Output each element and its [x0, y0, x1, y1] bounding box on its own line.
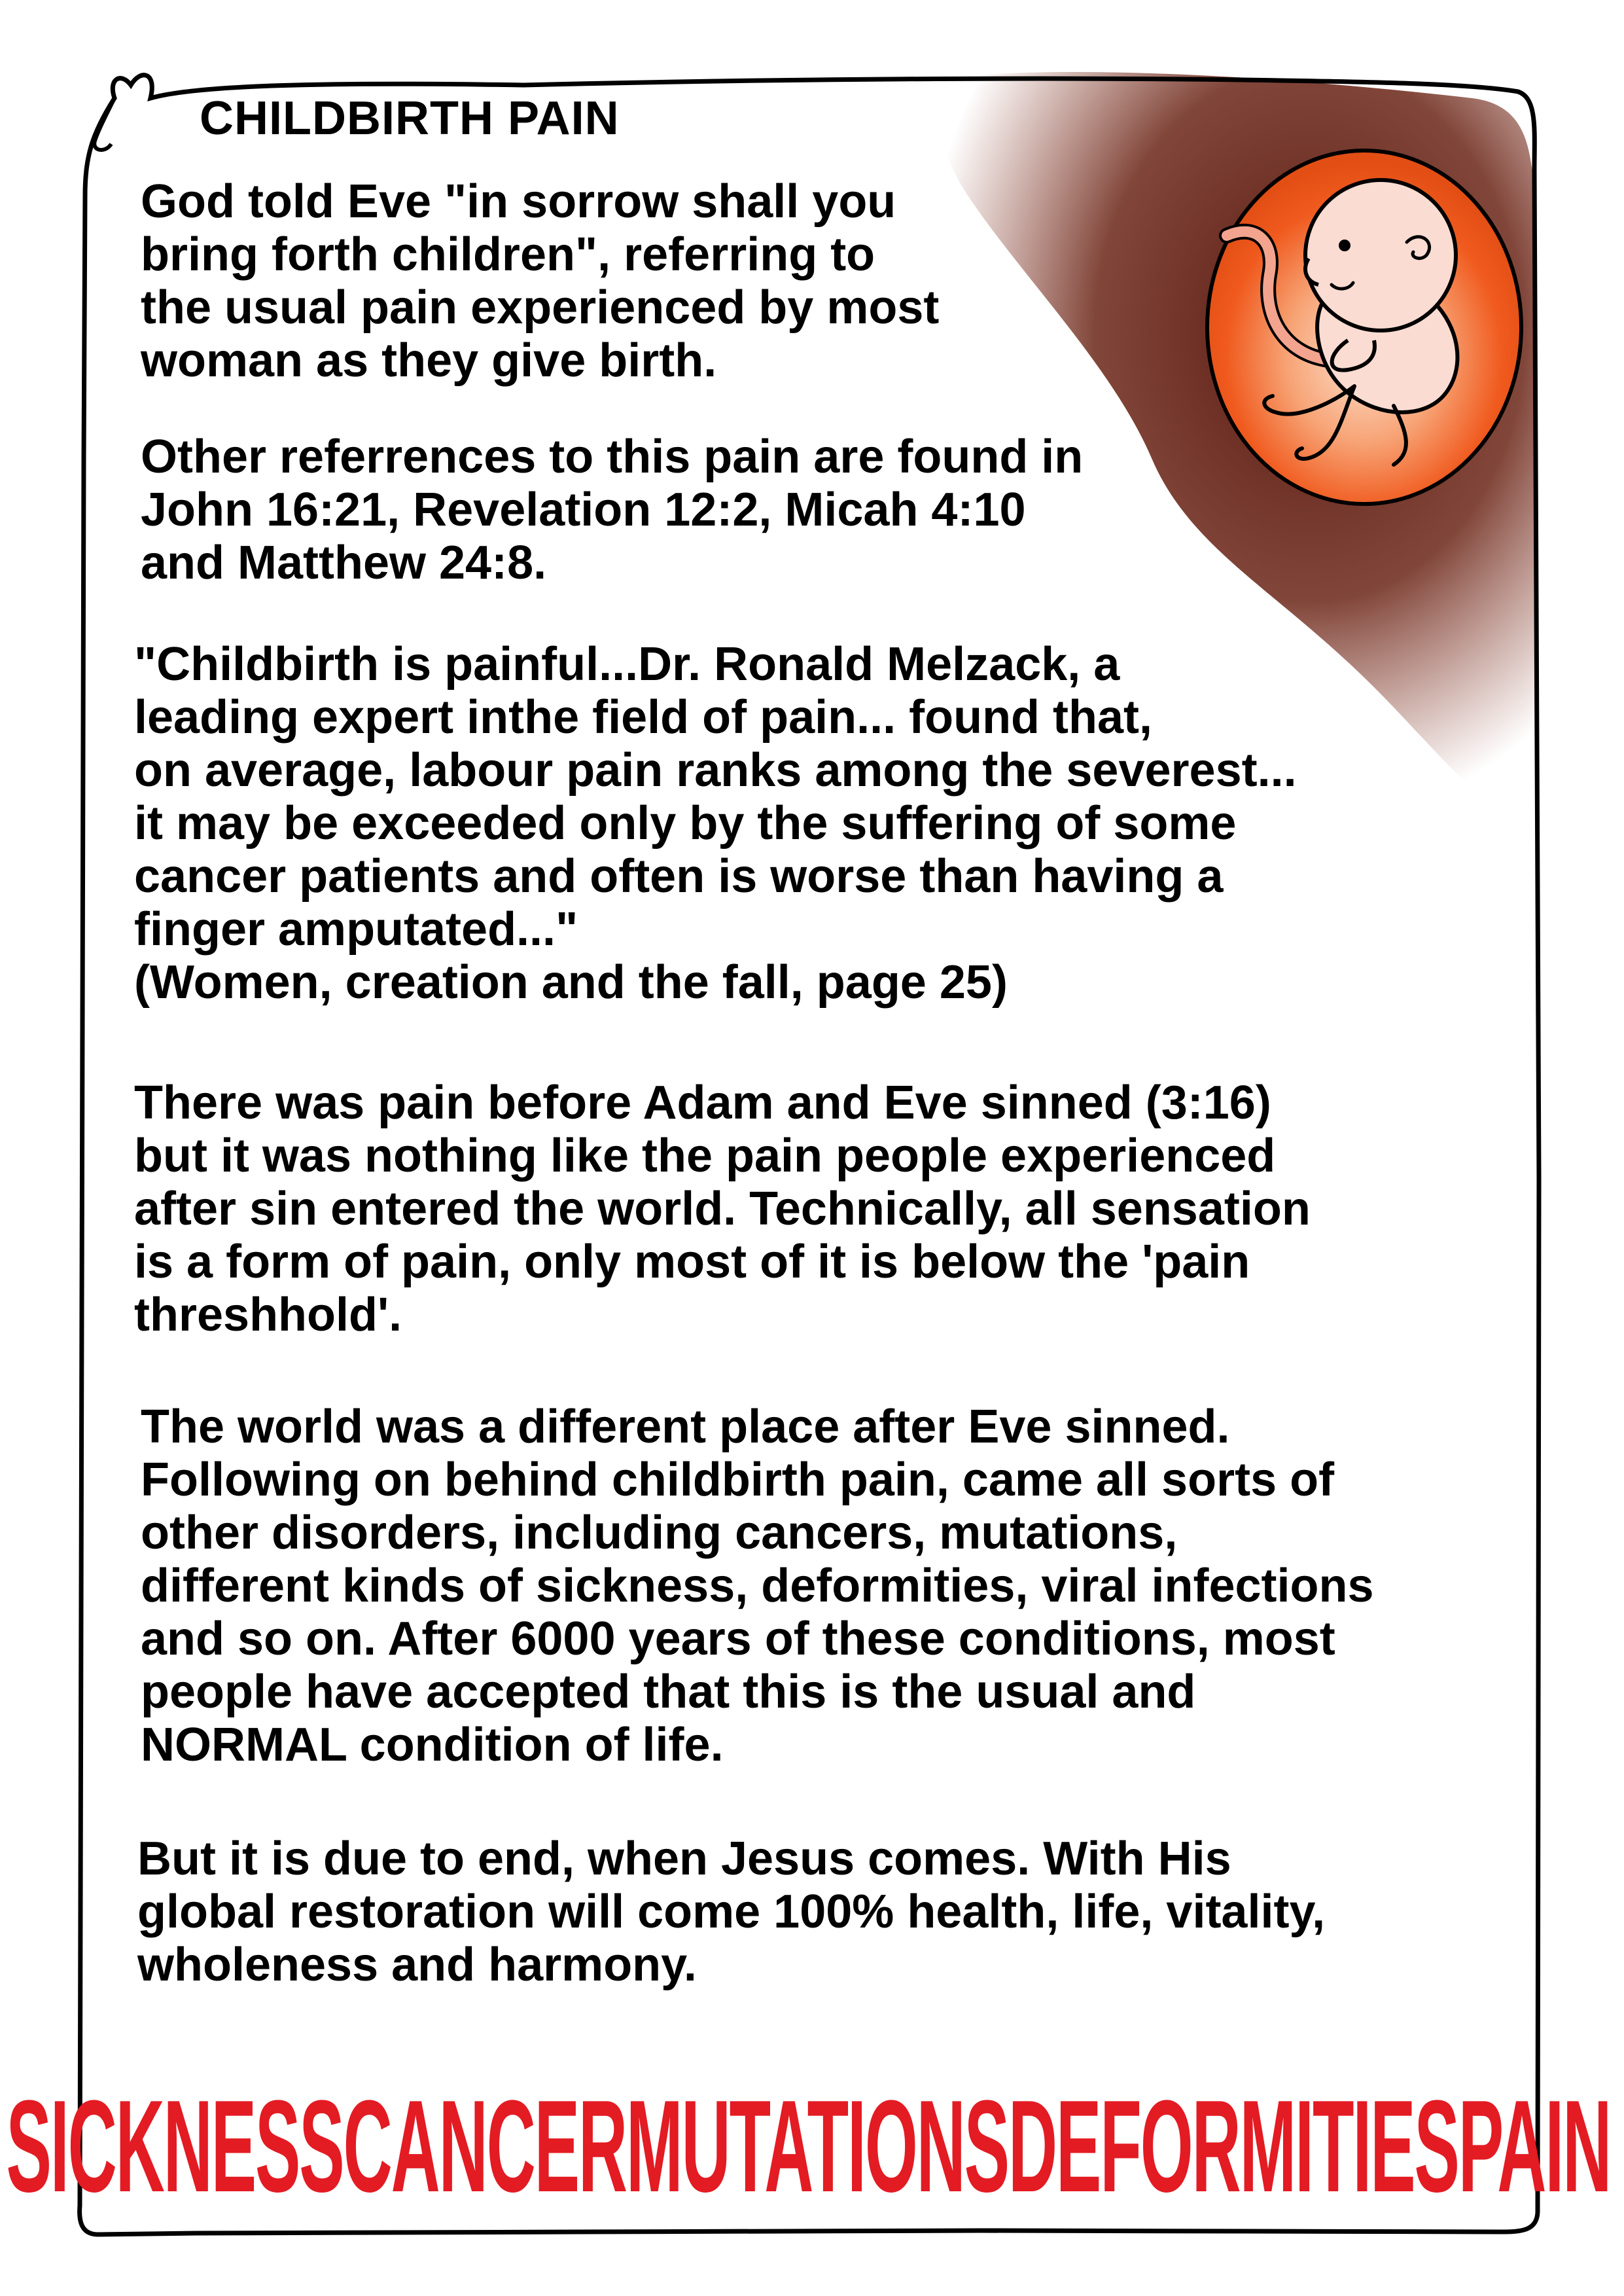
paragraph-world-after-sin: The world was a different place after Eve sinned. Following on behind childbirth pain, came all sorts of other disorders, including cancers, mutations, different kinds of sickness, deformities, viral infections and so on. After 6000 years of these conditions, most people have accepted that this is the usual and NORMAL condition of life. — [141, 1401, 1374, 1771]
fetus-in-womb-icon — [1197, 144, 1538, 511]
banner-text: SICKNESSCANCERMUTATIONSDEFORMITIESPAIN — [6, 2073, 1610, 2219]
paragraph-references: Other referrences to this pain are found in John 16:21, Revelation 12:2, Micah 4:10 and Matthew 24:8. — [141, 431, 1084, 589]
paragraph-genesis-sorrow: God told Eve "in sorrow shall you bring forth children", referring to the usual pain experienced by most woman as they give birth. — [141, 175, 940, 387]
bottom-banner — [6, 2072, 1610, 2222]
paragraph-pain-before-sin: There was pain before Adam and Eve sinned (3:16) but it was nothing like the pain people experienced after sin entered the world. Technically, all sensation is a form of pain, only most of it is below the 'pain threshhold'. — [134, 1077, 1311, 1341]
page-title: CHILDBIRTH PAIN — [200, 92, 620, 145]
paragraph-restoration: But it is due to end, when Jesus comes. With His global restoration will come 100% health, life, vitality, wholeness and harmony. — [137, 1833, 1326, 1991]
paragraph-melzack-quote: "Childbirth is painful...Dr. Ronald Melzack, a leading expert inthe field of pain... found that, on average, labour pain ranks among the severest... it may be exceeded only by the suffering of some cancer patients and often is worse than having a finger amputated..." (Women, creation and the fall, page 25) — [134, 638, 1297, 1009]
